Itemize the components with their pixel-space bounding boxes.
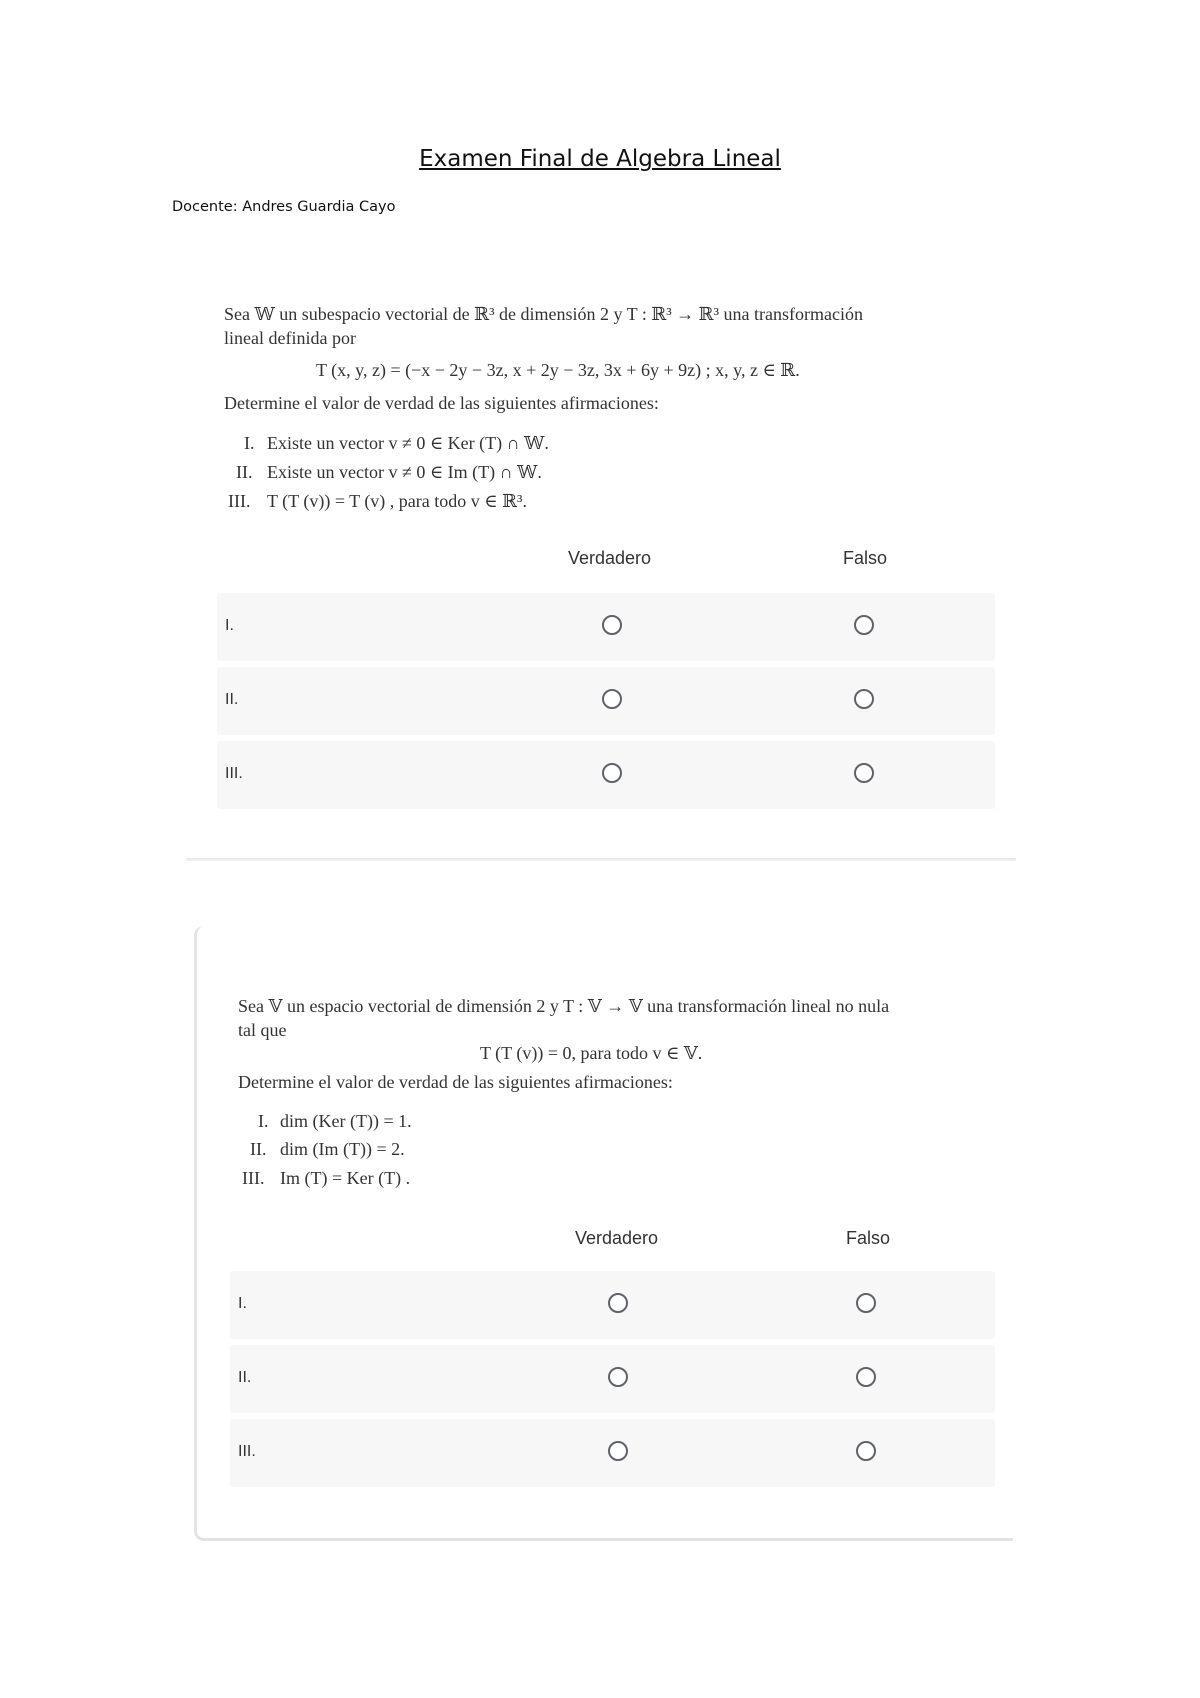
teacher-name: Docente: Andres Guardia Cayo — [172, 199, 396, 215]
q2-row-1 — [230, 1271, 995, 1339]
q1-statement-1-text: Existe un vector v ≠ 0 ∈ Ker (T) ∩ 𝕎. — [267, 433, 549, 453]
card-1-bottom-border — [186, 858, 1016, 861]
q1-intro-line-1: Sea 𝕎 un subespacio vectorial de ℝ³ de dimensión 2 y T : ℝ³ → ℝ³ una transformación — [224, 304, 863, 324]
q1-statement-2-num: II. — [236, 462, 253, 482]
q2-row-2 — [230, 1345, 995, 1413]
q2-statement-3-text: Im (T) = Ker (T) . — [280, 1168, 411, 1188]
q2-row-3-label: III. — [238, 1443, 256, 1460]
q1-column-false: Falso — [843, 548, 888, 568]
q1-column-true: Verdadero — [568, 548, 652, 568]
q2-statement-1-num: I. — [258, 1111, 269, 1131]
q1-row-2 — [217, 667, 995, 735]
q2-row-1-label: I. — [238, 1295, 247, 1312]
q2-formula: T (T (v)) = 0, para todo v ∈ 𝕍. — [480, 1043, 703, 1063]
q2-prompt: Determine el valor de verdad de las siguientes afirmaciones: — [238, 1072, 673, 1092]
q2-statement-2-text: dim (Im (T)) = 2. — [280, 1139, 405, 1159]
q1-row-1-label: I. — [225, 617, 234, 634]
q2-statement-1-text: dim (Ker (T)) = 1. — [280, 1111, 412, 1131]
q1-row-2-label: II. — [225, 691, 239, 708]
q2-intro-line-2: tal que — [238, 1020, 287, 1040]
q2-statement-3-num: III. — [242, 1168, 265, 1188]
q1-formula: T (x, y, z) = (−x − 2y − 3z, x + 2y − 3z, 3x + 6y + 9z) ; x, y, z ∈ ℝ. — [316, 360, 800, 380]
q2-row-2-label: II. — [238, 1369, 252, 1386]
q2-column-false: Falso — [846, 1228, 891, 1248]
q1-row-2-false-radio[interactable] — [854, 689, 874, 709]
q1-prompt: Determine el valor de verdad de las siguientes afirmaciones: — [224, 393, 659, 413]
q1-row-3-true-radio[interactable] — [602, 763, 622, 783]
q2-row-3-true-radio[interactable] — [608, 1441, 628, 1461]
q2-row-2-true-radio[interactable] — [608, 1367, 628, 1387]
q1-row-2-true-radio[interactable] — [602, 689, 622, 709]
q2-statement-2-num: II. — [250, 1139, 267, 1159]
q1-row-3-false-radio[interactable] — [854, 763, 874, 783]
q1-statement-3-text: T (T (v)) = T (v) , para todo v ∈ ℝ³. — [267, 491, 527, 511]
q2-row-2-false-radio[interactable] — [856, 1367, 876, 1387]
q2-row-3 — [230, 1419, 995, 1487]
q1-statement-1-num: I. — [244, 433, 255, 453]
q2-column-true: Verdadero — [575, 1228, 659, 1248]
q2-row-1-false-radio[interactable] — [856, 1293, 876, 1313]
q1-row-1-true-radio[interactable] — [602, 615, 622, 635]
q1-statement-3-num: III. — [228, 491, 251, 511]
q1-statement-2-text: Existe un vector v ≠ 0 ∈ Im (T) ∩ 𝕎. — [267, 462, 542, 482]
q1-intro-line-2: lineal definida por — [224, 328, 356, 348]
q1-row-1 — [217, 593, 995, 661]
q2-intro-line-1: Sea 𝕍 un espacio vectorial de dimensión 2 y T : 𝕍 → 𝕍 una transformación lineal no nula — [238, 996, 890, 1016]
page-title: Examen Final de Algebra Lineal — [419, 146, 781, 172]
q1-row-3 — [217, 741, 995, 809]
q1-row-3-label: III. — [225, 765, 243, 782]
q2-row-3-false-radio[interactable] — [856, 1441, 876, 1461]
q1-row-1-false-radio[interactable] — [854, 615, 874, 635]
q2-row-1-true-radio[interactable] — [608, 1293, 628, 1313]
